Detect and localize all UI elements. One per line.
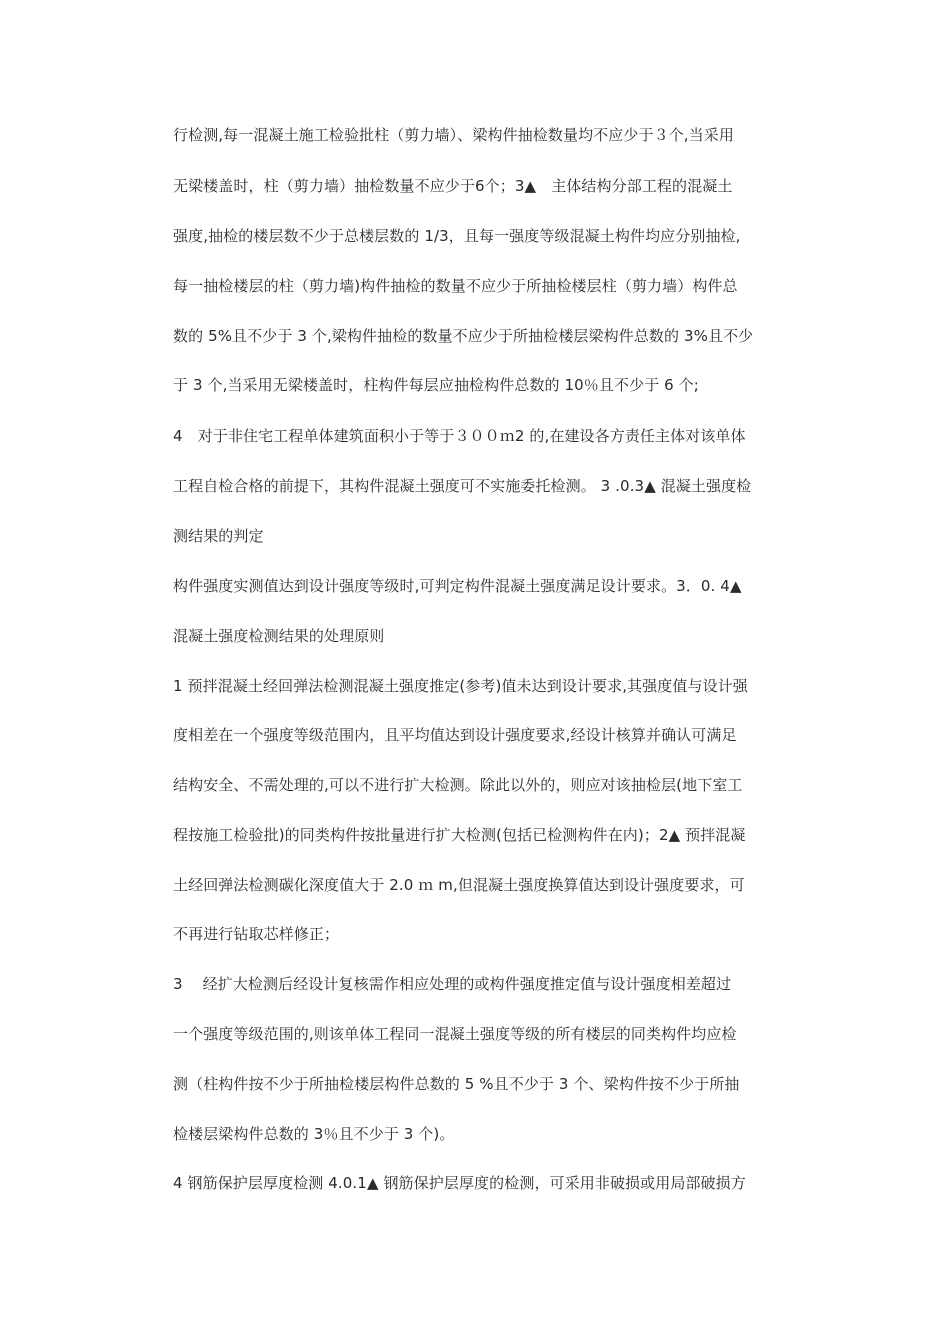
text-line: 无梁楼盖时，柱（剪力墙）抽检数量不应少于6个；3▲ 主体结构分部工程的混凝土 [173, 177, 733, 195]
text-line: 结构安全、不需处理的,可以不进行扩大检测。除此以外的，则应对该抽检层(地下室工 [173, 776, 743, 794]
text-line: 不再进行钻取芯样修正； [173, 925, 340, 943]
text-line: 于 3 个,当采用无梁楼盖时，柱构件每层应抽检构件总数的 10％且不少于 6 个; [173, 376, 699, 394]
text-line: 1 预拌混凝土经回弹法检测混凝土强度推定(参考)值未达到设计要求,其强度值与设计强 [173, 677, 748, 695]
text-line: 土经回弹法检测碳化深度值大于 2.0 ｍ m,但混凝土强度换算值达到设计强度要求，可 [173, 876, 745, 894]
text-line: 4 钢筋保护层厚度检测 4.0.1▲ 钢筋保护层厚度的检测，可采用非破损或用局部破损方 [173, 1174, 746, 1192]
text-line: 一个强度等级范围的,则该单体工程同一混凝土强度等级的所有楼层的同类构件均应检 [173, 1025, 737, 1043]
text-line: 混凝土强度检测结果的处理原则 [173, 627, 385, 645]
text-line: 3 经扩大检测后经设计复核需作相应处理的或构件强度推定值与设计强度相差超过 [173, 975, 732, 993]
text-line: 4 对于非住宅工程单体建筑面积小于等于３００ｍ2 的,在建设各方责任主体对该单体 [173, 427, 746, 445]
text-line: 检楼层梁构件总数的 3％且不少于 3 个)。 [173, 1125, 455, 1143]
text-line: 测（柱构件按不少于所抽检楼层构件总数的 5 %且不少于 3 个、梁构件按不少于所抽 [173, 1075, 740, 1093]
text-line: 每一抽检楼层的柱（剪力墙)构件抽检的数量不应少于所抽检楼层柱（剪力墙）构件总 [173, 277, 738, 295]
text-line: 程按施工检验批)的同类构件按批量进行扩大检测(包括已检测构件在内)；2▲ 预拌混凝 [173, 826, 746, 844]
text-line: 行检测,每一混凝土施工检验批柱（剪力墙）、梁构件抽检数量均不应少于３个,当采用 [173, 126, 734, 144]
text-line: 数的 5%且不少于 3 个,梁构件抽检的数量不应少于所抽检楼层梁构件总数的 3%且不少 [173, 327, 754, 345]
text-line: 度相差在一个强度等级范围内，且平均值达到设计强度要求,经设计核算并确认可满足 [173, 726, 737, 744]
text-line: 工程自检合格的前提下，其构件混凝土强度可不实施委托检测。 3 .0.3▲ 混凝土强度检 [173, 477, 752, 495]
text-line: 强度,抽检的楼层数不少于总楼层数的 1/3，且每一强度等级混凝土构件均应分别抽检, [173, 227, 741, 245]
text-line: 测结果的判定 [173, 527, 264, 545]
text-line: 构件强度实测值达到设计强度等级时,可判定构件混凝土强度满足设计要求。3．0. 4▲ [173, 577, 742, 595]
